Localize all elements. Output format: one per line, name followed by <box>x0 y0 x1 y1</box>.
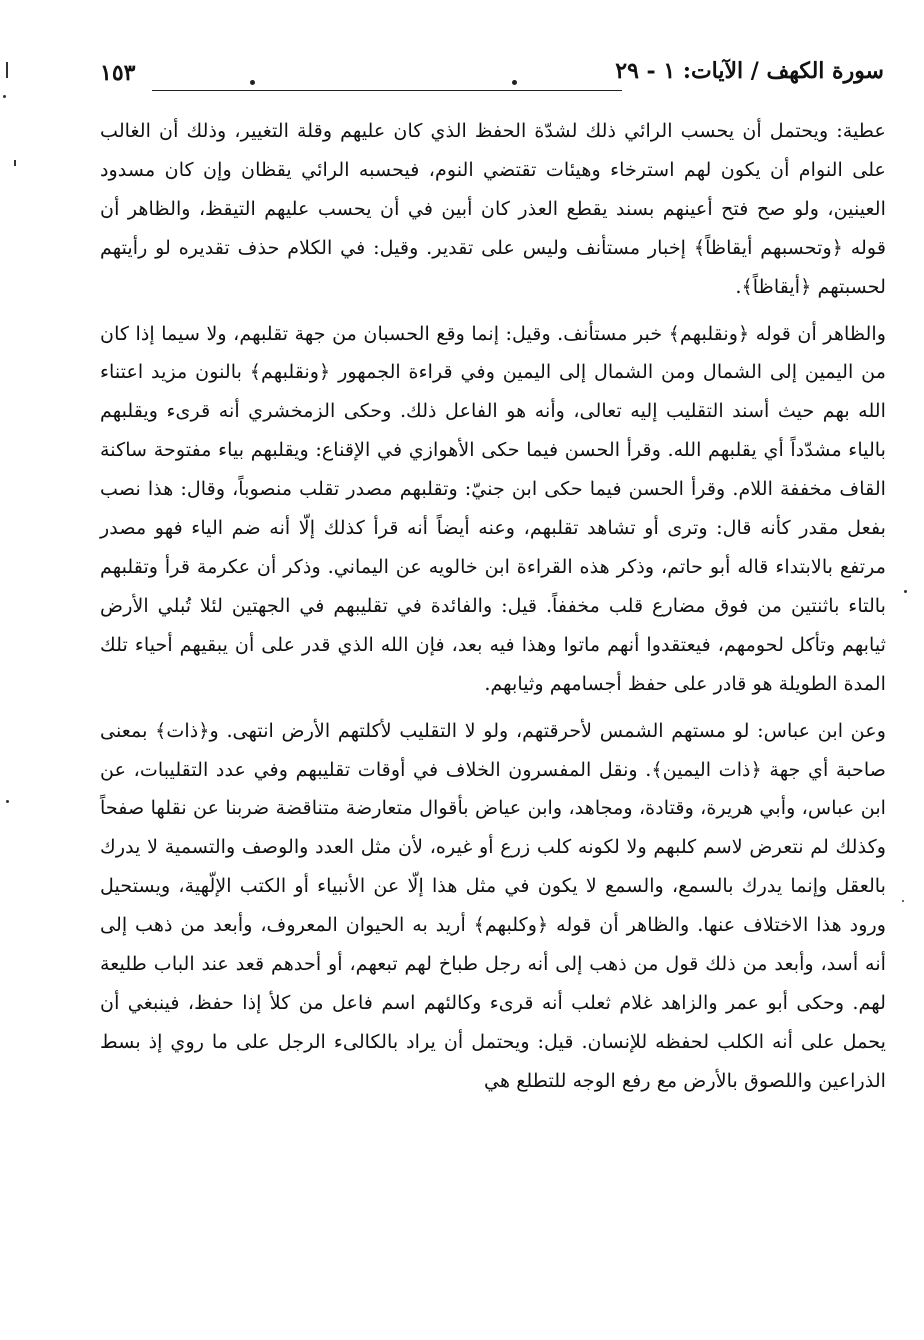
scan-speck <box>904 590 907 593</box>
scan-speck <box>3 95 6 98</box>
running-head-title: سورة الكهف / الآيات: ١ - ٢٩ <box>615 58 884 84</box>
paragraph-2: والظاهر أن قوله ﴿ونقلبهم﴾ خبر مستأنف. وقيل: إنما وقع الحسبان من جهة تقلبهم، ولا سيما إذا كان من اليمين إلى الشمال ومن الشمال إلى اليمين وفي قراءة الجمهور ﴿ونقلبهم﴾ بالنون مزيد اعتناء الله بهم حيث أسند التقليب إليه تعالى، وأنه هو الفاعل ذلك. وحكى الزمخشري أنه قرىء ويقلبهم بالياء مشدّداً أي يقلبهم الله. وقرأ الحسن فيما حكى الأهوازي في الإقناع: ويقلبهم بياء مفتوحة ساكنة القاف مخففة اللام. وقرأ الحسن فيما حكى ابن جنيّ: وتقلبهم مصدر تقلب منصوباً، وقال: هذا نصب بفعل مقدر كأنه قال: وترى أو تشاهد تقلبهم، وعنه أيضاً أنه قرأ كذلك إلّا أنه ضم الياء فهو مصدر مرتفع بالابتداء قاله أبو حاتم، وذكر هذه القراءة ابن خالويه عن اليماني. وذكر أن عكرمة قرأ وتقلبهم بالتاء باثنتين من فوق مضارع قلب مخففاً. قيل: والفائدة في تقليبهم في الجهتين لئلا تُبلي الأرض ثيابهم وتأكل لحومهم، فيعتقدوا أنهم ماتوا وهذا فيه بعد، فإن الله الذي قدر على أن يبقيهم أحياء تلك المدة الطويلة هو قادر على حفظ أجسامهم وثيابهم. <box>100 321 886 695</box>
scan-speck <box>6 62 8 78</box>
scan-speck <box>14 160 16 166</box>
scan-speck <box>6 800 9 803</box>
paragraph-1: عطية: ويحتمل أن يحسب الرائي ذلك لشدّة الحفظ الذي كان عليهم وقلة التغيير، وذلك أن الغالب على النوام أن يكون لهم استرخاء وهيئات تقتضي النوم، فيحسبه الرائي يقظان وإن كان مسدود العينين، ولو صح فتح أعينهم بسند يقطع العذر كان أبين في أن يحسب عليهم التيقظ، والظاهر أن قوله ﴿وتحسبهم أيقاظاً﴾ إخبار مستأنف وليس على تقدير. وقيل: في الكلام حذف تقديره لو رأيتهم لحسبتهم ﴿أيقاظاً﴾. <box>100 119 886 298</box>
scan-speck <box>902 900 904 902</box>
header-rule <box>152 90 622 91</box>
page-header <box>100 58 884 98</box>
header-dot <box>512 80 517 85</box>
body-text <box>100 112 886 1101</box>
page-number: ١٥٣ <box>100 60 136 86</box>
paragraph-3: وعن ابن عباس: لو مستهم الشمس لأحرقتهم، ولو لا التقليب لأكلتهم الأرض انتهى. و﴿ذات﴾ بمعنى صاحبة أي جهة ﴿ذات اليمين﴾. ونقل المفسرون الخلاف في أوقات تقليبهم وفي عدد التقليبات، عن ابن عباس، وأبي هريرة، وقتادة، ومجاهد، وابن عياض بأقوال متعارضة متناقضة ضربنا عن نقلها صفحاً وكذلك لم نتعرض لاسم كلبهم ولا لكونه كلب زرع أو غيره، لأن مثل العدد والوصف والتسمية لا يدرك بالعقل وإنما يدرك بالسمع، والسمع لا يكون في مثل هذا إلّا عن الأنبياء أو الكتب الإلّهية، ويستحيل ورود هذا الاختلاف عنها. والظاهر أن قوله ﴿وكلبهم﴾ أريد به الحيوان المعروف، وأبعد من ذهب إلى أنه أسد، وأبعد من ذلك قول من ذهب إلى أنه رجل طباخ لهم تبعهم، أو أحدهم قعد عند الباب طليعة لهم. وحكى أبو عمر والزاهد غلام ثعلب أنه قرىء وكالئهم اسم فاعل من كلأ إذا حفظ، فينبغي أن يحمل على أنه الكلب لحفظه للإنسان. قيل: ويحتمل أن يراد بالكالىء الرجل على ما روي إذ بسط الذراعين واللصوق بالأرض مع رفع الوجه للتطلع هي <box>100 718 886 1092</box>
header-dot <box>250 80 255 85</box>
